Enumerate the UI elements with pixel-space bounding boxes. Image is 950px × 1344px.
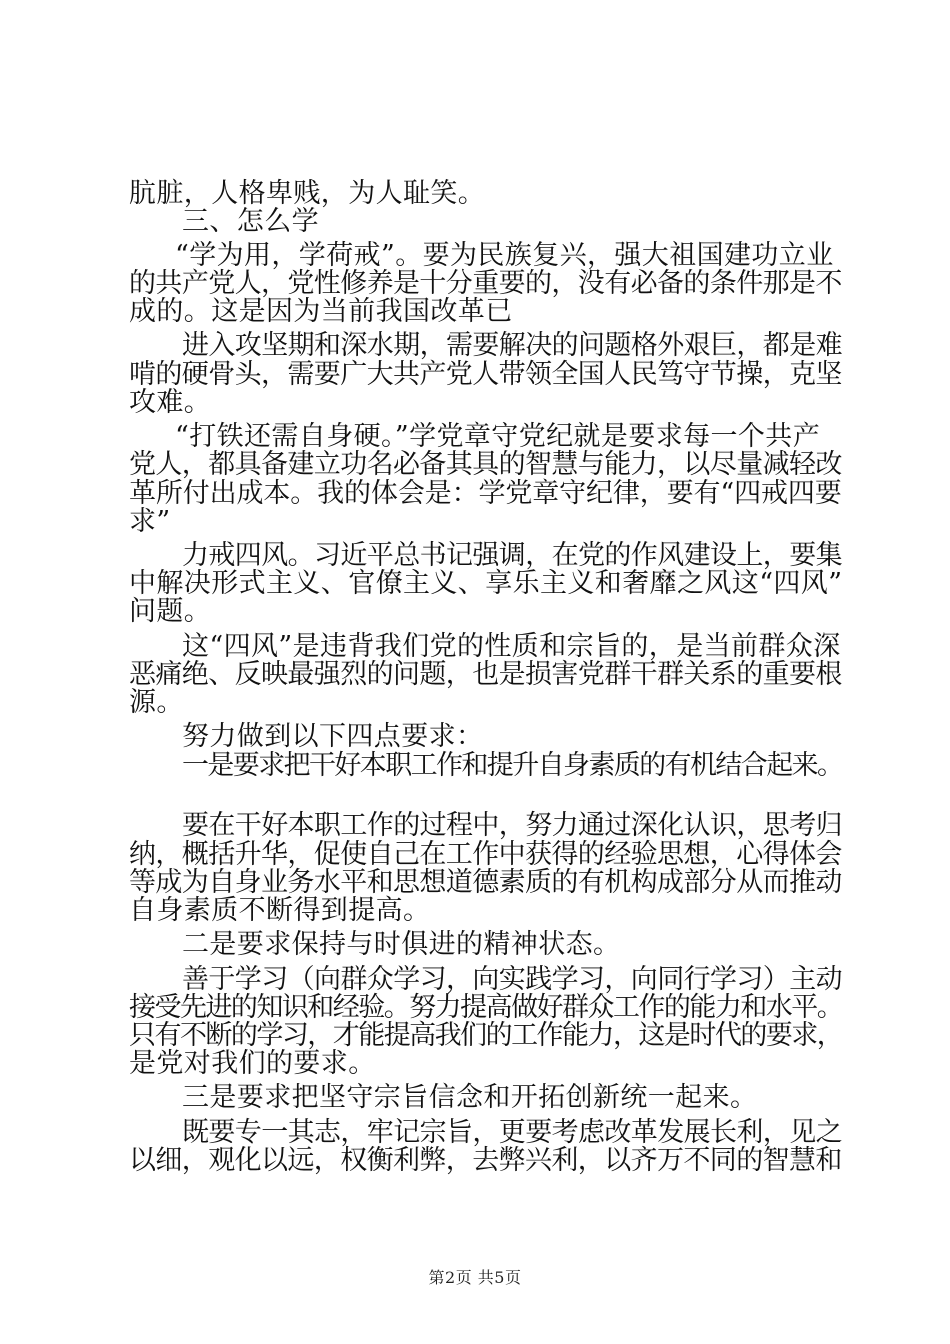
text-line: 攻难。 [129, 387, 212, 418]
text-line: 二是要求保持与时俱进的精神状态。 [182, 929, 621, 960]
text-line: 啃的硬骨头，需要广大共产党人带领全国人民笃守节操，克坚 [129, 359, 842, 390]
text-line: 善于学习（向群众学习，向实践学习，向同行学习）主动 [182, 964, 842, 995]
text-line: 成的。这是因为当前我国改革已 [129, 296, 513, 327]
text-line: 一是要求把干好本职工作和提升自身素质的有机结合起来。 [182, 750, 843, 781]
text-line: 求” [129, 506, 171, 537]
text-line: 等成为自身业务水平和思想道德素质的有机构成部分从而推动 [129, 867, 842, 898]
text-line: 要在干好本职工作的过程中，努力通过深化认识，思考归 [182, 810, 842, 841]
text-line: 是党对我们的要求。 [129, 1048, 376, 1079]
text-line: 纳，概括升华，促使自己在工作中获得的经验思想，心得体会 [129, 839, 842, 870]
text-line: 力戒四风。习近平总书记强调，在党的作风建设上，要集 [182, 540, 842, 571]
text-line: 自身素质不断得到提高。 [129, 895, 431, 926]
text-line: 以细，观化以远，权衡利弊，去弊兴利，以齐万不同的智慧和 [129, 1145, 842, 1176]
text-line: 肮脏，人格卑贱，为人耻笑。 [129, 178, 486, 209]
text-line: 的共产党人，党性修养是十分重要的，没有必备的条件那是不 [129, 268, 842, 299]
text-line: 三是要求把坚守宗旨信念和开拓创新统一起来。 [182, 1082, 758, 1113]
text-line: “学为用，学荷戒”。要为民族复兴，强大祖国建功立业 [175, 240, 834, 271]
text-line: 中解决形式主义、官僚主义、享乐主义和奢靡之风这“四风” [129, 568, 843, 599]
text-line: 源。 [129, 687, 184, 718]
text-line: 努力做到以下四点要求： [182, 721, 484, 752]
text-line: “打铁还需自身硬。”学党章守党纪就是要求每一个共产 [175, 421, 821, 452]
text-line: 既要专一其志，牢记宗旨，更要考虑改革发展长利，见之 [182, 1117, 842, 1148]
section-heading: 三、怎么学 [182, 206, 319, 237]
text-line: 问题。 [129, 596, 212, 627]
text-line: 只有不断的学习，才能提高我们的工作能力，这是时代的要求， [129, 1020, 843, 1051]
text-line: 恶痛绝、反映最强烈的问题，也是损害党群干群关系的重要根 [129, 659, 842, 690]
text-line: 革所付出成本。我的体会是：学党章守纪律，要有“四戒四要 [129, 478, 842, 509]
text-line: 这“四风”是违背我们党的性质和宗旨的，是当前群众深 [182, 631, 841, 662]
page-number: 第2页 共5页 [428, 1268, 522, 1287]
text-line: 进入攻坚期和深水期，需要解决的问题格外艰巨，都是难 [182, 330, 842, 361]
text-line: 党人，都具备建立功名必备其具的智慧与能力，以尽量减轻改 [129, 449, 842, 480]
text-line: 接受先进的知识和经验。努力提高做好群众工作的能力和水平。 [129, 992, 843, 1023]
